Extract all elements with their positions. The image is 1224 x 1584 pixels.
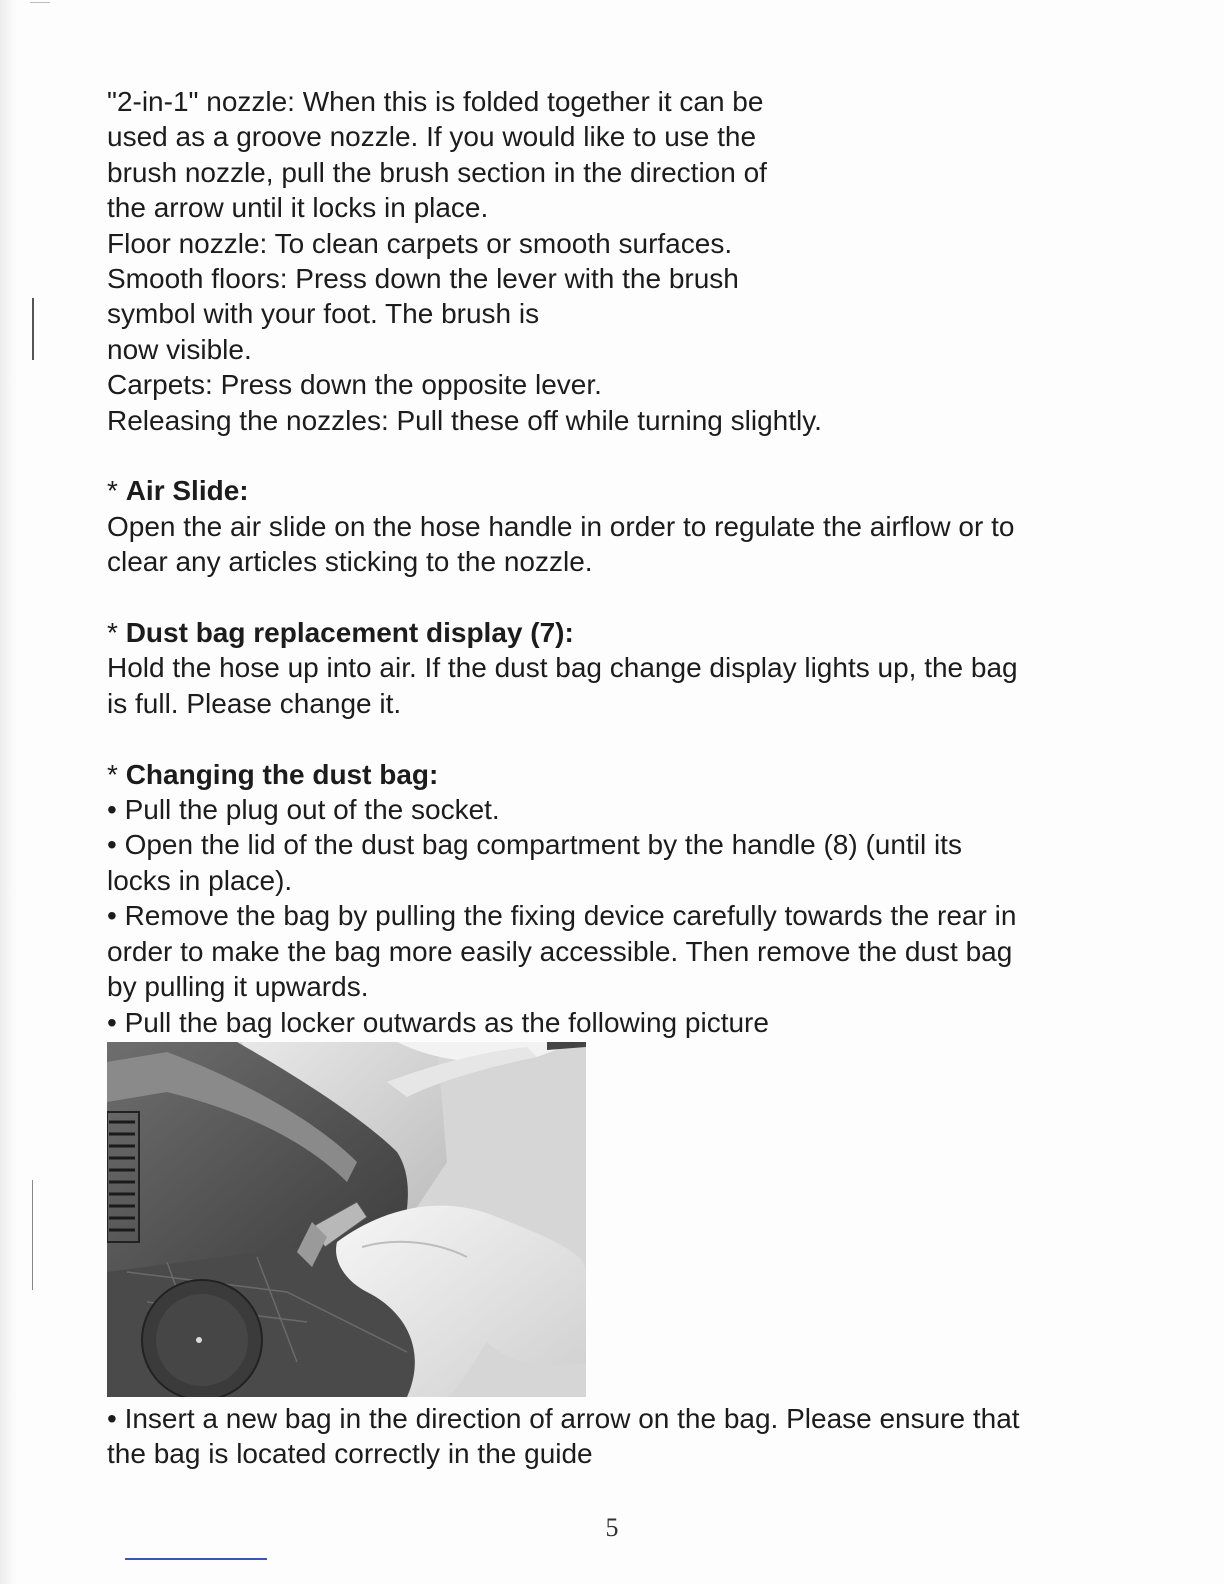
spacer: [107, 580, 1147, 615]
heading-title: Dust bag replacement display (7):: [125, 617, 574, 649]
text-line: order to make the bag more easily accessible. Then remove the dust bag: [107, 935, 1013, 967]
text-line: Floor nozzle: To clean carpets or smooth surfaces.: [107, 227, 733, 259]
text-line: "2-in-1" nozzle: When this is folded together it can be: [107, 86, 764, 117]
bag-locker-photo-illustration: [107, 1042, 586, 1397]
bullet-line: • Pull the bag locker outwards as the following picture: [107, 1006, 769, 1038]
text-line: brush nozzle, pull the brush section in the direction of: [107, 156, 767, 188]
scan-bottom-mark: [125, 1558, 267, 1560]
bullet-line: • Open the lid of the dust bag compartment by the handle (8) (until its: [107, 829, 962, 861]
air-slide-section: [107, 473, 1147, 579]
bullet-line: • Insert a new bag in the direction of arrow on the bag. Please ensure that: [107, 1402, 1020, 1434]
text-line: locks in place).: [107, 864, 293, 896]
text-line: Carpets: Press down the opposite lever.: [107, 369, 602, 401]
heading-bullet: *: [107, 758, 126, 790]
heading-bullet: *: [107, 475, 126, 507]
bullet-line: • Remove the bag by pulling the fixing device carefully towards the rear in: [107, 900, 1017, 932]
page-content: [107, 84, 1147, 1472]
scan-edge-shadow: [0, 0, 18, 1584]
heading-title: Changing the dust bag:: [125, 758, 439, 790]
text-line: Releasing the nozzles: Pull these off while turning slightly.: [107, 404, 822, 436]
heading-title: Air Slide:: [125, 475, 249, 507]
nozzles-paragraph: [107, 84, 1147, 438]
text-line: Hold the hose up into air. If the dust bag change display lights up, the bag: [107, 652, 1018, 684]
text-line: the arrow until it locks in place.: [107, 192, 489, 224]
spacer: [107, 438, 1147, 473]
spacer: [107, 721, 1147, 756]
changing-bag-section: [107, 757, 1147, 1472]
section-heading: [107, 473, 1147, 508]
page-number: 5: [605, 1513, 619, 1542]
section-heading: [107, 757, 1147, 792]
text-line: symbol with your foot. The brush is: [107, 298, 540, 330]
dust-bag-display-section: [107, 615, 1147, 721]
scan-top-mark: [30, 2, 50, 3]
text-line: used as a groove nozzle. If you would like to use the: [107, 121, 757, 153]
text-line: the bag is located correctly in the guide: [107, 1438, 593, 1470]
text-line: by pulling it upwards.: [107, 971, 369, 1003]
text-line: Open the air slide on the hose handle in order to regulate the airflow or to: [107, 510, 1015, 542]
text-line: is full. Please change it.: [107, 687, 402, 719]
text-line: clear any articles sticking to the nozzle.: [107, 546, 593, 578]
text-line: Smooth floors: Press down the lever with the brush: [107, 263, 739, 295]
scan-margin-mark: [32, 298, 34, 360]
section-heading: [107, 615, 1147, 650]
bullet-line: • Pull the plug out of the socket.: [107, 794, 500, 826]
bag-locker-photo: [107, 1042, 586, 1397]
scan-margin-mark: [32, 1180, 33, 1290]
heading-bullet: *: [107, 617, 126, 649]
text-line: now visible.: [107, 333, 252, 365]
